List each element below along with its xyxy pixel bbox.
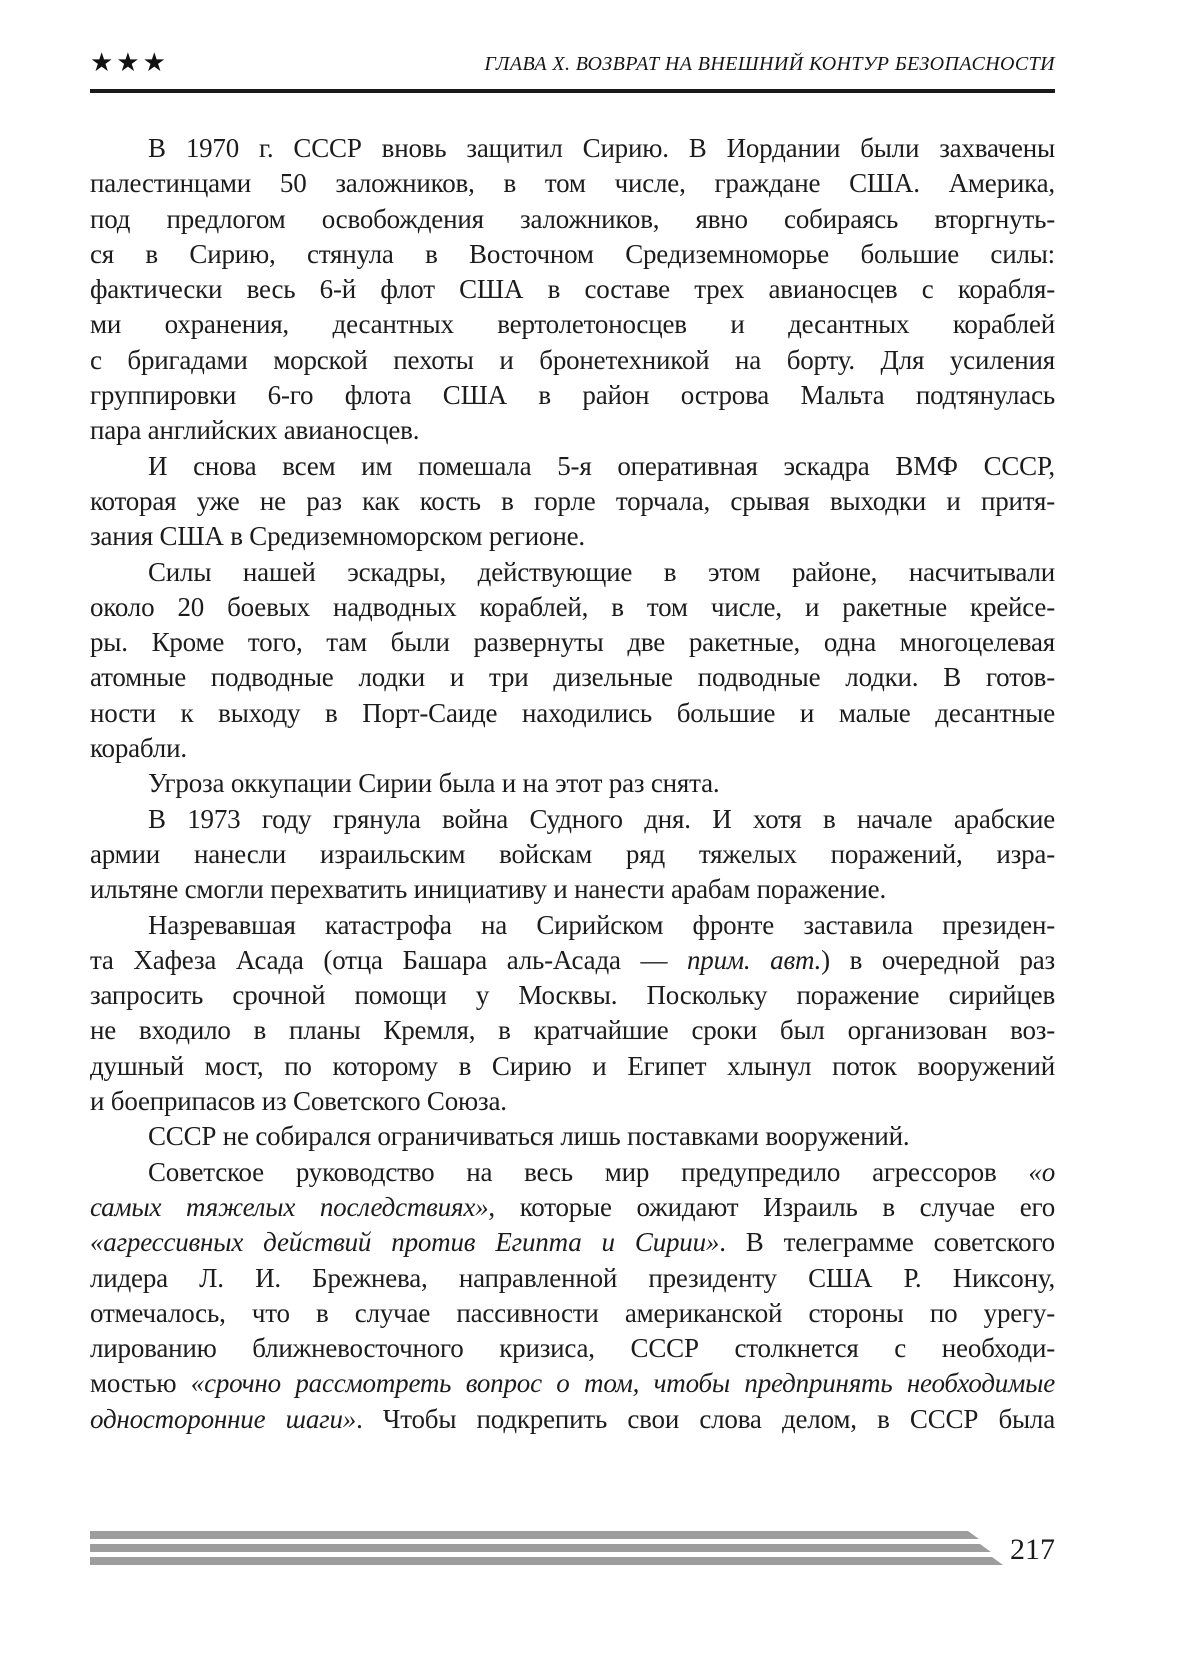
content-column [90,0,1055,1437]
text-line: отмечалось, что в случае пассивности американской стороны по урегу- [90,1297,1055,1328]
page-footer [90,1531,1055,1579]
text-line: запросить срочной помощи у Москвы. Поскольку поражение сирийцев [90,980,1055,1011]
text-line: группировки 6-го флота США в район острова Мальта подтянулась [90,380,1055,411]
paragraph [90,555,1055,767]
footer-stripes-ornament [90,1531,1003,1570]
text-line: та Хафеза Асада (отца Башара аль-Асада — прим. авт.) в очередной раз [90,944,1055,975]
text-line: Силы нашей эскадры, действующие в этом районе, насчитывали [148,556,1055,587]
text-line: СССР не собирался ограничиваться лишь поставками вооружений. [148,1121,910,1152]
paragraph [90,449,1055,555]
text-line: корабли. [90,733,187,764]
text-line: армии нанесли израильским войскам ряд тяжелых поражений, изра- [90,838,1055,869]
text-line: В 1970 г. СССР вновь защитил Сирию. В Иордании были захвачены [148,133,1055,163]
paragraph [90,1119,1055,1154]
text-line: атомные подводные лодки и три дизельные подводные лодки. В готов- [90,662,1055,693]
paragraph [90,766,1055,801]
text-line: самых тяжелых последствиях», которые ожидают Израиль в случае его [90,1191,1056,1222]
text-line: палестинцами 50 заложников, в том числе, граждане США. Америка, [90,168,1055,199]
paragraph [90,802,1055,908]
paragraph [90,1155,1055,1437]
chapter-stars-icon: ★★★ [90,48,169,78]
chapter-title: ГЛАВА X. ВОЗВРАТ НА ВНЕШНИЙ КОНТУР БЕЗОПАСНОСТИ [484,53,1055,75]
text-line: И снова всем им помешала 5-я оперативная эскадра ВМФ СССР, [148,450,1055,481]
text-line: «агрессивных действий против Египта и Сирии». В телеграмме советского [90,1227,1055,1258]
paragraph [90,908,1055,1120]
text-line: Советское руководство на весь мир предупредило агрессоров «о [148,1156,1055,1187]
text-line: ильтяне смогли перехватить инициативу и нанести арабам поражение. [90,874,886,905]
text-line: лидера Л. И. Брежнева, направленной президенту США Р. Никсону, [90,1262,1055,1293]
text-line: ры. Кроме того, там были развернуты две ракетные, одна многоцелевая [90,627,1055,658]
text-line: односторонние шаги». Чтобы подкрепить свои слова делом, в СССР была [90,1403,1055,1434]
page-header [90,0,1055,93]
text-line: и боеприпасов из Советского Союза. [90,1086,507,1117]
page-body [90,131,1055,1437]
text-line: лированию ближневосточного кризиса, СССР столкнется с необходи- [90,1333,1055,1364]
text-line: под предлогом освобождения заложников, явно собираясь вторгнуть- [90,203,1055,234]
paragraph [90,131,1055,449]
text-line: около 20 боевых надводных кораблей, в том числе, и ракетные крейсе- [90,591,1055,622]
text-line: ми охранения, десантных вертолетоносцев и десантных кораблей [90,309,1055,340]
text-line: которая уже не раз как кость в горле торчала, срывая выходки и притя- [90,485,1055,516]
footer-stripe [90,1557,1003,1565]
text-line: душный мост, по которому в Сирию и Египет хлынул поток вооружений [90,1050,1055,1081]
text-line: ся в Сирию, стянула в Восточном Средиземноморье большие силы: [90,238,1055,269]
text-line: мостью «срочно рассмотреть вопрос о том, чтобы предпринять необходимые [90,1368,1055,1399]
text-line: Угроза оккупации Сирии была и на этот раз снята. [148,768,720,799]
footer-stripe [90,1544,991,1552]
footer-stripe [90,1531,979,1539]
text-line: В 1973 году грянула война Судного дня. И хотя в начале арабские [148,803,1055,834]
text-line: фактически весь 6-й флот США в составе трех авианосцев с корабля- [90,274,1055,305]
page-number: 217 [1010,1533,1055,1566]
text-line: Назревавшая катастрофа на Сирийском фронте заставила президен- [148,909,1055,940]
text-line: с бригадами морской пехоты и бронетехникой на борту. Для усиления [90,344,1055,375]
text-line: ности к выходу в Порт-Саиде находились большие и малые десантные [90,697,1055,728]
text-line: не входило в планы Кремля, в кратчайшие сроки был организован воз- [90,1015,1055,1046]
text-line: зания США в Средиземноморском регионе. [90,521,585,552]
text-line: пара английских авианосцев. [90,415,420,446]
